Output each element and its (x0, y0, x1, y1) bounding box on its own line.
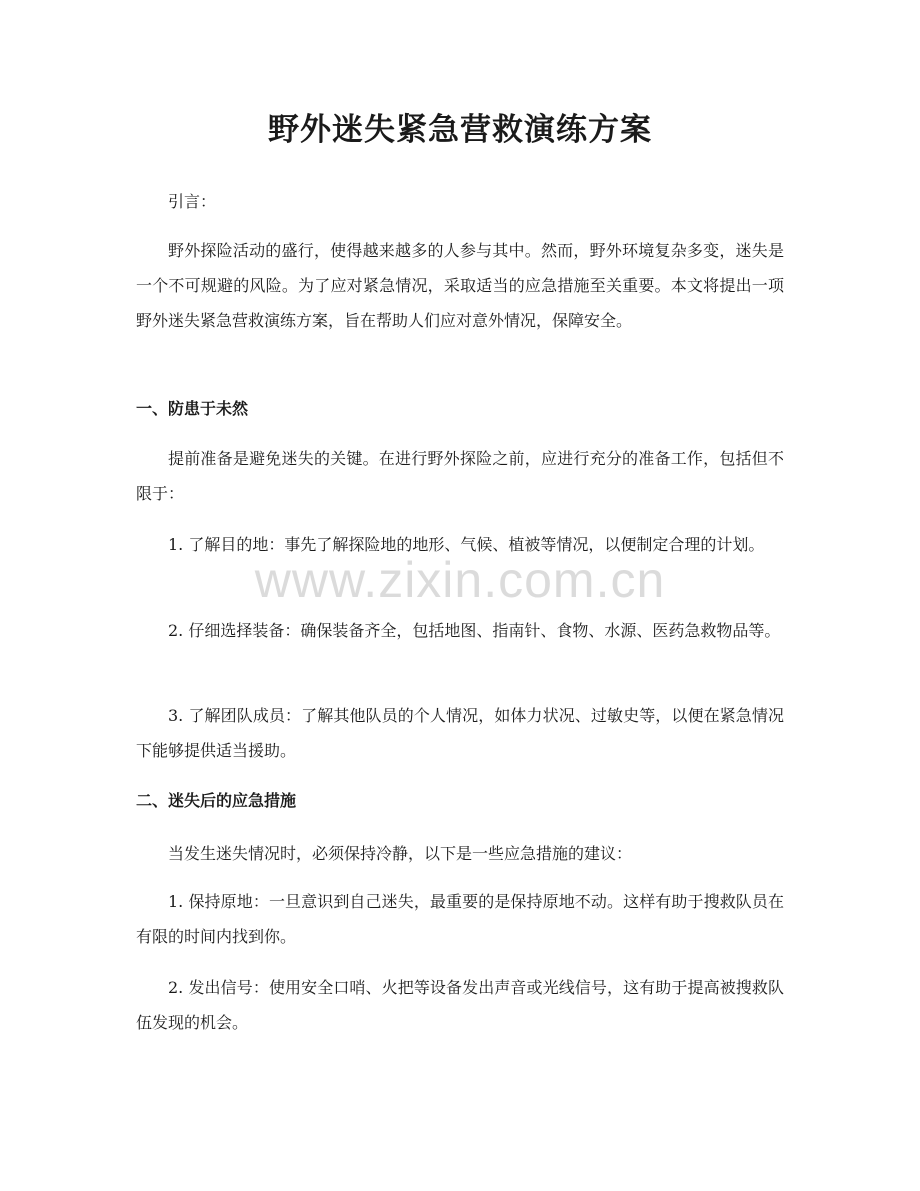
watermark: www.zixin.com.cn (254, 552, 666, 608)
section-heading: 一、防患于未然 (136, 399, 249, 418)
intro-label: 引言： (168, 192, 217, 211)
section-lead: 提前准备是避免迷失的关键。在进行野外探险之前，应进行充分的准备工作，包括但不限于： (136, 449, 784, 503)
intro-paragraph: 野外探险活动的盛行，使得越来越多的人参与其中。然而，野外环境复杂多变，迷失是一个不可规避的风险。为了应对紧急情况，采取适当的应急措施至关重要。本文将提出一项野外迷失紧急营救演练方案，旨在帮助人们应对意外情况，保障安全。 (136, 241, 784, 330)
list-item: 1. 了解目的地：事先了解探险地的地形、气候、植被等情况，以便制定合理的计划。 (168, 535, 765, 554)
list-item: 2. 仔细选择装备：确保装备齐全，包括地图、指南针、食物、水源、医药急救物品等。 (168, 621, 781, 640)
list-item: 3. 了解团队成员：了解其他队员的个人情况，如体力状况、过敏史等，以便在紧急情况下能够提供适当援助。 (136, 706, 784, 760)
document-title: 野外迷失紧急营救演练方案 (268, 112, 652, 148)
section-lead: 当发生迷失情况时，必须保持冷静，以下是一些应急措施的建议： (168, 844, 633, 863)
section-heading: 二、迷失后的应急措施 (136, 791, 297, 810)
list-item: 2. 发出信号：使用安全口哨、火把等设备发出声音或光线信号，这有助于提高被搜救队伍发现的机会。 (136, 978, 784, 1032)
list-item: 1. 保持原地：一旦意识到自己迷失，最重要的是保持原地不动。这样有助于搜救队员在有限的时间内找到你。 (136, 892, 784, 946)
